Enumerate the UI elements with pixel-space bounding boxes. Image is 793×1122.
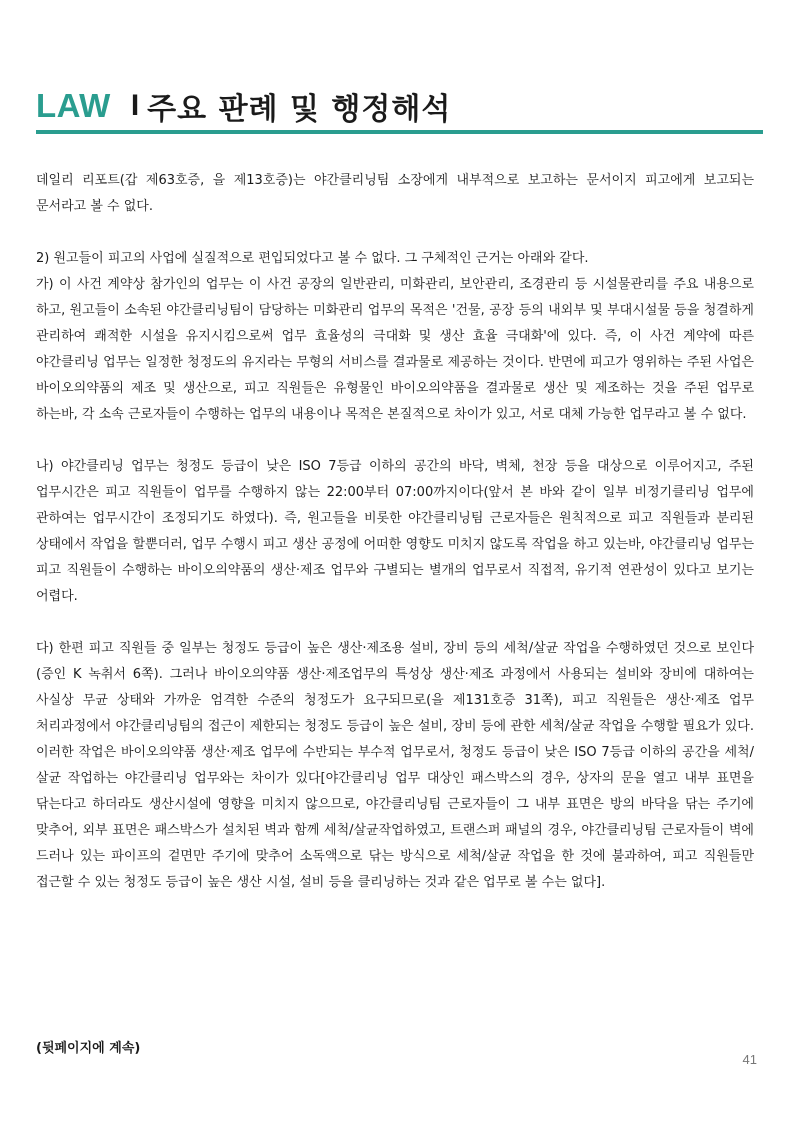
page-header — [36, 84, 451, 132]
header-divider — [36, 130, 763, 134]
continued-note: (뒷페이지에 계속) — [36, 1041, 141, 1056]
paragraph-ga: 가) 이 사건 계약상 참가인의 업무는 이 사건 공장의 일반관리, 미화관리, 보안관리, 조경관리 등 시설물관리를 주요 내용으로 하고, 원고들이 소속된 야간클리닝팀이 담당하는 미화관리 업무의 목적은 '건물, 공장 등의 내외부 및 부대시설물 등을 청결하게 관리하여 쾌적한 시설을 유지시킴으로써 업무 효율성의 극대화 및 생산 효율 극대화'에 있다. 즉, 이 사건 계약에 따른 야간클리닝 업무는 일정한 청정도의 유지라는 무형의 서비스를 결과물로 제공하는 것이다. 반면에 피고가 영위하는 주된 사업은 바이오의약품의 제조 및 생산으로, 피고 직원들은 유형물인 바이오의약품을 결과물로 생산 및 제조하는 것을 주된 업무로 하는바, 각 소속 근로자들이 수행하는 업무의 내용이나 목적은 본질적으로 차이가 있고, 서로 대체 가능한 업무라고 볼 수 없다. — [36, 277, 754, 422]
page-number: 41 — [742, 1052, 757, 1067]
paragraph-da: 다) 한편 피고 직원들 중 일부는 청정도 등급이 높은 생산·제조용 설비, 장비 등의 세척/살균 작업을 수행하였던 것으로 보인다(증인 K 녹취서 6쪽). 그러나 바이오의약품 생산·제조업무의 특성상 생산·제조 과정에서 사용되는 설비와 장비에 대하여는 사실상 무균 상태와 가까운 엄격한 수준의 청정도가 요구되므로(을 제131호증 31쪽), 피고 직원들은 생산·제조 업무 처리과정에서 야간클리닝팀의 접근이 제한되는 청정도 등급이 높은 설비, 장비 등에 관한 세척/살균 작업을 수행할 필요가 있다. 이러한 작업은 바이오의약품 생산·제조 업무에 수반되는 부수적 업무로서, 청정도 등급이 낮은 ISO 7등급 이하의 공간을 세척/살균 작업하는 야간클리닝 업무와는 차이가 있다[야간클리닝 업무 대상인 패스박스의 경우, 상자의 문을 열고 내부 표면을 닦는다고 하더라도 생산시설에 영향을 미치지 않으므로, 야간클리닝팀 근로자들이 그 내부 표면은 방의 바닥을 닦는 주기에 맞추어, 외부 표면은 패스박스가 설치된 벽과 함께 세척/살균작업하였고, 트랜스퍼 패널의 경우, 야간클리닝팀 근로자들이 벽에 드러나 있는 파이프의 겉면만 주기에 맞추어 소독액으로 닦는 방식으로 세척/살균 작업을 한 것에 불과하여, 피고 직원들만 접근할 수 있는 청정도 등급이 높은 생산 시설, 설비 등을 클리닝하는 것과 같은 업무로 볼 수는 없다]. — [36, 641, 754, 890]
header-separator: I — [130, 89, 140, 122]
paragraph-intro: 데일리 리포트(갑 제63호증, 을 제13호증)는 야간클리닝팀 소장에게 내부적으로 보고하는 문서이지 피고에게 보고되는 문서라고 볼 수 없다. — [36, 173, 754, 214]
section-brand: LAW — [36, 87, 111, 124]
page-title: 주요 판례 및 행정해석 — [147, 92, 452, 127]
document-body — [36, 168, 754, 922]
paragraph-na: 나) 야간클리닝 업무는 청정도 등급이 낮은 ISO 7등급 이하의 공간의 바닥, 벽체, 천장 등을 대상으로 이루어지고, 주된 업무시간은 피고 직원들이 업무를 수행하지 않는 22:00부터 07:00까지이다(앞서 본 바와 같이 일부 비정기클리닝 업무에 관하여는 업무시간이 조정되기도 하였다). 즉, 원고들을 비롯한 야간클리닝팀 근로자들은 원칙적으로 피고 직원들과 분리된 상태에서 작업을 할뿐더러, 업무 수행시 피고 생산 공정에 어떠한 영향도 미치지 않도록 작업을 하고 있는바, 야간클리닝 업무는 피고 직원들이 수행하는 바이오의약품의 생산·제조 업무와 구별되는 별개의 업무로서 직접적, 유기적 연관성이 있다고 보기는 어렵다. — [36, 459, 754, 604]
paragraph-section-2: 2) 원고들이 피고의 사업에 실질적으로 편입되었다고 볼 수 없다. 그 구체적인 근거는 아래와 같다. — [36, 251, 589, 266]
